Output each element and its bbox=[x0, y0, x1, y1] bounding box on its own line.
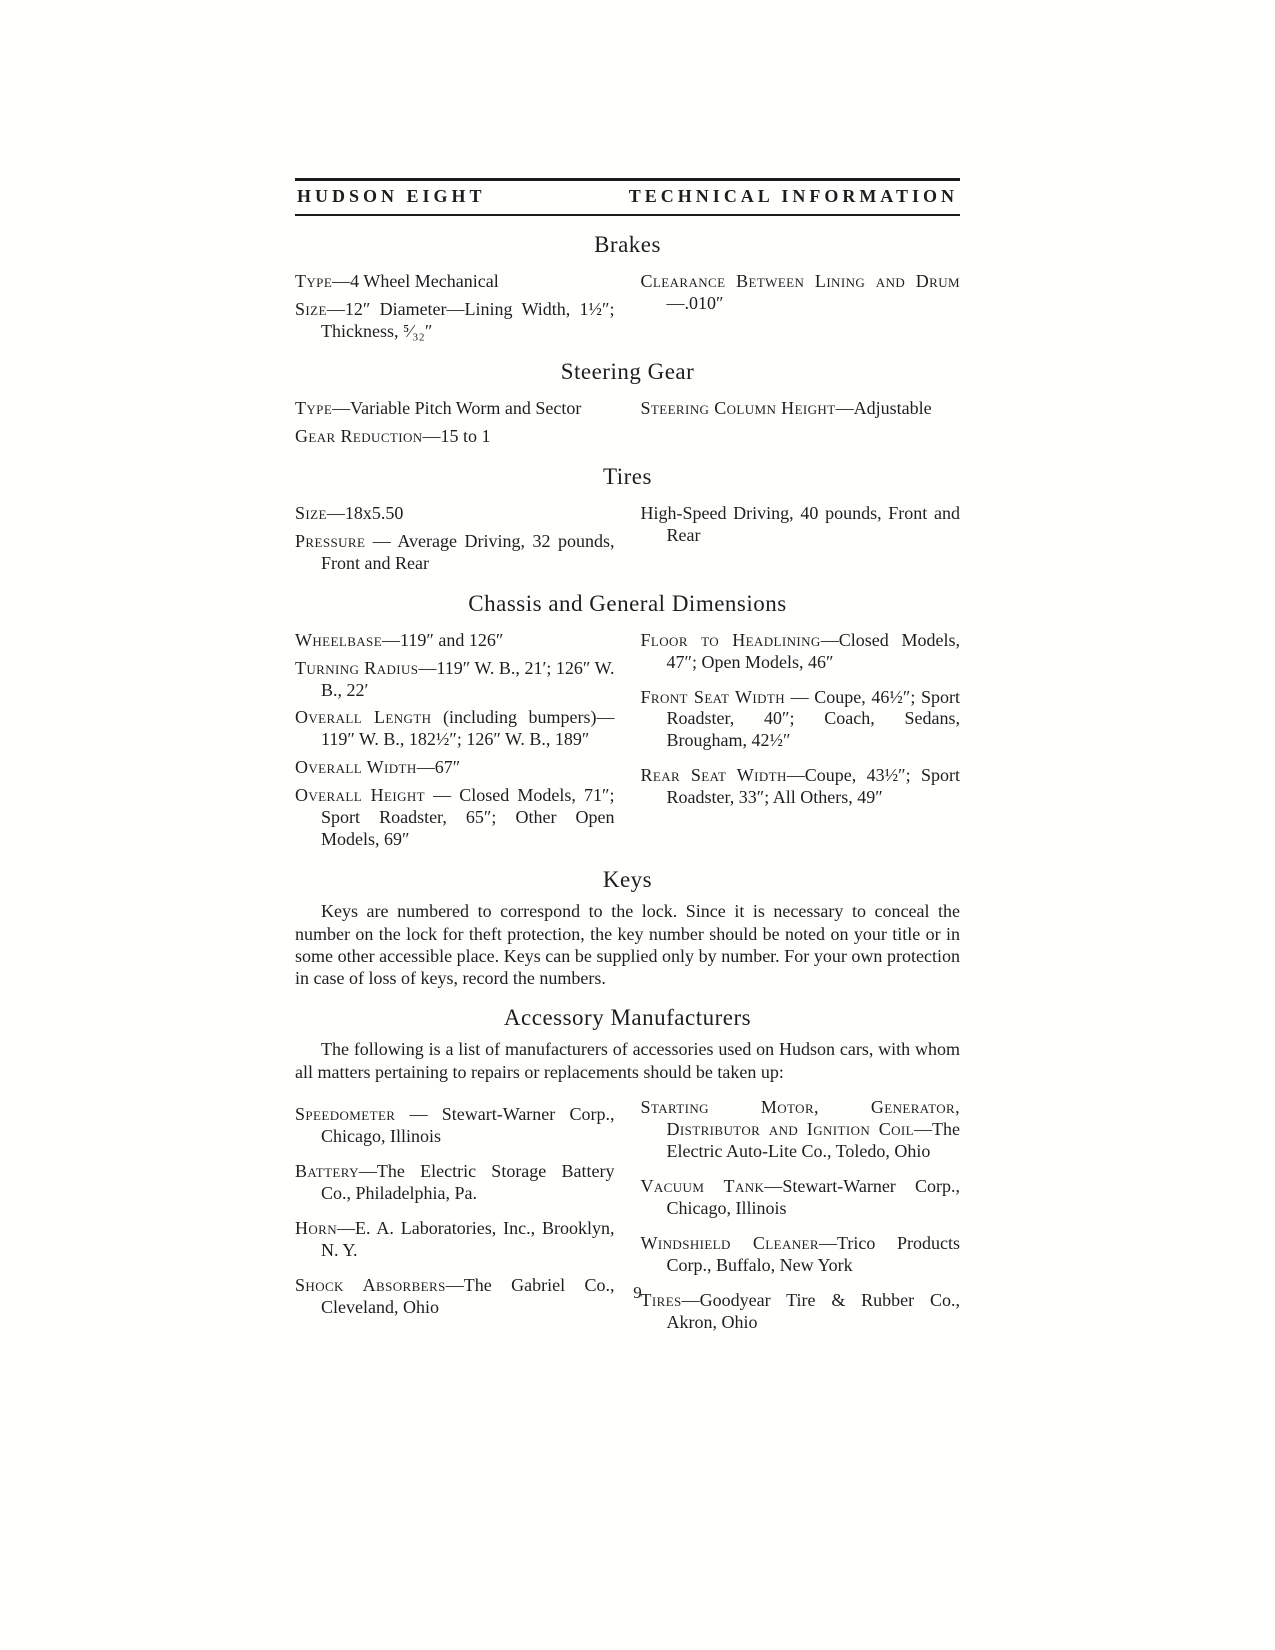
left-column bbox=[295, 497, 615, 575]
spec-term: Rear Seat Width bbox=[640, 765, 787, 786]
spec-entry bbox=[641, 1176, 961, 1220]
section-title: Steering Gear bbox=[560, 358, 695, 384]
spec-term: Vacuum Tank bbox=[640, 1175, 765, 1196]
spec-term: Size bbox=[295, 502, 327, 523]
header-rule-bottom bbox=[295, 214, 960, 216]
spec-term: Gear Reduction bbox=[295, 425, 423, 446]
spec-text: —The Electric Storage Battery Co., Philadelphia, Pa. bbox=[321, 1160, 615, 1203]
spec-entry bbox=[295, 398, 615, 420]
spec-term: Battery bbox=[295, 1160, 359, 1181]
spec-term: Overall Width bbox=[295, 757, 417, 778]
spec-text: — Closed Models, 71″; Sport Roadster, 65″; Other Open Models, 69″ bbox=[321, 785, 615, 850]
left-column bbox=[295, 392, 615, 448]
spec-entry bbox=[641, 1097, 961, 1163]
spec-entry bbox=[295, 707, 615, 751]
spec-text: — Coupe, 46½″; Sport Roadster, 40″; Coach, Sedans, Brougham, 42½″ bbox=[666, 686, 961, 751]
section-title: Accessory Manufacturers bbox=[503, 1005, 752, 1031]
spec-entry bbox=[295, 1218, 615, 1262]
spec-entry bbox=[295, 1161, 615, 1205]
spec-term: Floor to Headlining bbox=[640, 629, 821, 650]
spec-term: Wheelbase bbox=[295, 629, 383, 650]
left-column bbox=[295, 624, 615, 852]
spec-term: Speedometer bbox=[295, 1104, 396, 1125]
spec-text: —Variable Pitch Worm and Sector bbox=[332, 397, 582, 418]
spec-text: —Goodyear Tire & Rubber Co., Akron, Ohio bbox=[666, 1289, 960, 1332]
spec-term: Horn bbox=[295, 1217, 338, 1238]
page-content bbox=[295, 178, 960, 1334]
two-column-block bbox=[295, 392, 960, 448]
spec-entry bbox=[295, 1104, 615, 1148]
section-title: Keys bbox=[602, 867, 653, 893]
spec-entry bbox=[295, 757, 615, 779]
spec-term: Tires bbox=[640, 1289, 682, 1310]
spec-entry bbox=[295, 503, 615, 525]
spec-term: Windshield Cleaner bbox=[640, 1232, 819, 1253]
spec-entry bbox=[295, 658, 615, 702]
spec-text: — Stewart-Warner Corp., Chicago, Illinois bbox=[321, 1104, 615, 1147]
section-chassis-dimensions bbox=[295, 591, 960, 852]
spec-entry bbox=[641, 630, 961, 674]
spec-text: —.010″ bbox=[666, 292, 724, 313]
spec-entry bbox=[295, 630, 615, 652]
section-brakes bbox=[295, 232, 960, 343]
spec-text: High-Speed Driving, 40 pounds, Front and Rear bbox=[640, 502, 960, 545]
spec-text: —12″ Diameter—Lining Width, 1½″; Thickness, ⁵⁄₃₂″ bbox=[321, 298, 615, 341]
right-column bbox=[641, 392, 961, 448]
spec-entry bbox=[295, 271, 615, 293]
section-title: Tires bbox=[603, 463, 652, 489]
spec-text: —15 to 1 bbox=[422, 425, 491, 446]
spec-entry bbox=[641, 271, 961, 315]
spec-term: Size bbox=[295, 298, 327, 319]
spec-term: Type bbox=[295, 271, 333, 291]
spec-text: —Closed Models, 47″; Open Models, 46″ bbox=[666, 629, 960, 672]
spec-term: Clearance Between Lining and Drum bbox=[640, 271, 960, 291]
spec-text: —Stewart-Warner Corp., Chicago, Illinois bbox=[666, 1175, 960, 1218]
spec-text: —67″ bbox=[416, 757, 461, 778]
section-title: Brakes bbox=[594, 232, 661, 257]
right-column bbox=[641, 624, 961, 852]
spec-text: —4 Wheel Mechanical bbox=[332, 271, 499, 291]
right-column bbox=[641, 265, 961, 343]
spec-term: Type bbox=[295, 397, 333, 418]
spec-entry bbox=[641, 765, 961, 809]
left-column bbox=[295, 265, 615, 343]
spec-text: — Average Driving, 32 pounds, Front and Rear bbox=[321, 530, 615, 573]
running-head bbox=[295, 181, 960, 214]
spec-entry bbox=[641, 687, 961, 753]
two-column-block bbox=[295, 265, 960, 343]
running-head-right: TECHNICAL INFORMATION bbox=[628, 186, 958, 206]
spec-text: —The Electric Auto-Lite Co., Toledo, Ohio bbox=[666, 1119, 960, 1161]
spec-entry bbox=[641, 398, 961, 420]
running-head-left: HUDSON EIGHT bbox=[297, 186, 486, 206]
page-number: 9 bbox=[633, 1283, 642, 1302]
right-column bbox=[641, 497, 961, 575]
spec-term: Shock Absorbers bbox=[295, 1274, 446, 1295]
spec-text: —Adjustable bbox=[835, 397, 932, 418]
spec-term: Overall Length bbox=[295, 707, 432, 728]
spec-term: Starting Motor, Generator, Distributor and Ignition Coil bbox=[640, 1097, 960, 1140]
two-column-block bbox=[295, 624, 960, 852]
spec-text: —E. A. Laboratories, Inc., Brooklyn, N. Y. bbox=[321, 1217, 615, 1260]
spec-text: (including bumpers)—119″ W. B., 182½″; 126″ W. B., 189″ bbox=[321, 707, 615, 750]
spec-entry bbox=[295, 785, 615, 851]
spec-term: Overall Height bbox=[295, 785, 425, 806]
keys-paragraph: Keys are numbered to correspond to the lock. Since it is necessary to conceal the number on the lock for theft protection, the key number should be noted on your title or in some other accessible place. Keys can be supplied only by number. For your own protection in case of loss of keys, record the numbers. bbox=[295, 901, 960, 989]
two-column-block bbox=[295, 497, 960, 575]
spec-text: —The Gabriel Co., Cleveland, Ohio bbox=[321, 1274, 615, 1317]
spec-text: —Coupe, 43½″; Sport Roadster, 33″; All Others, 49″ bbox=[666, 765, 960, 808]
section-steering-gear bbox=[295, 359, 960, 448]
spec-term: Steering Column Height bbox=[640, 397, 836, 418]
spec-term: Front Seat Width bbox=[640, 686, 786, 707]
spec-entry bbox=[295, 426, 615, 448]
spec-text: —18x5.50 bbox=[326, 502, 404, 523]
spec-entry bbox=[641, 503, 961, 547]
spec-text: —119″ and 126″ bbox=[382, 629, 504, 650]
spec-term: Turning Radius bbox=[295, 657, 419, 678]
accessory-intro: The following is a list of manufacturers of accessories used on Hudson cars, with whom all matters pertaining to repairs or replacements should be taken up: bbox=[295, 1039, 960, 1082]
section-tires bbox=[295, 464, 960, 575]
section-title: Chassis and General Dimensions bbox=[468, 590, 787, 616]
spec-term: Pressure bbox=[295, 530, 366, 551]
section-keys bbox=[295, 867, 960, 989]
spec-text: —119″ W. B., 21′; 126″ W. B., 22′ bbox=[321, 657, 615, 700]
spec-entry bbox=[641, 1233, 961, 1277]
spec-text: —Trico Products Corp., Buffalo, New York bbox=[666, 1232, 960, 1275]
spec-entry bbox=[295, 531, 615, 575]
spec-entry bbox=[295, 299, 615, 343]
